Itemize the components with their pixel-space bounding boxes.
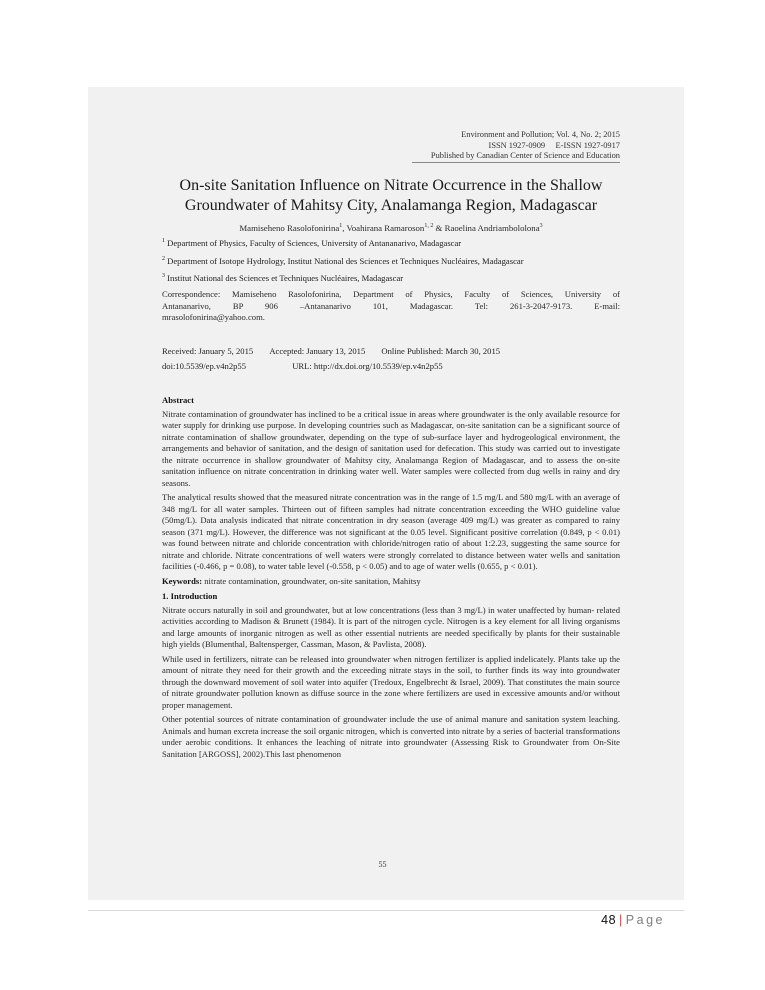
received-date: Received: January 5, 2015 <box>162 346 254 356</box>
intro-paragraph-2: While used in fertilizers, nitrate can be released into groundwater when nitrogen fertilizer is applied indelicately. Plants take up the amount of nitrate they need for their growth and the exceeding nitrate stays in the soil, to further finds its way into groundwater through the downward movement of soil water into aquifer (Tredoux, Engelbrecht & Israel, 2009). That constitutes the main source of nitrate groundwater pollution known as diffuse source in the zone where fertilizers are used in excessive amounts and/or without proper management. <box>162 653 620 710</box>
header-rule <box>412 162 620 163</box>
correspondence-email: mrasolofonirina@yahoo.com. <box>162 312 265 322</box>
affiliation-2 <box>162 256 524 266</box>
author-1: Mamiseheno Rasolofonirina <box>239 223 340 233</box>
publisher-line: Published by Canadian Center of Science and Education <box>430 151 620 160</box>
affiliation-3 <box>162 273 403 283</box>
footer-page-word: Page <box>625 913 665 927</box>
abstract-paragraph-2: The analytical results showed that the measured nitrate concentration was in the range of 1.5 mg/L and 580 mg/L with an average of 348 mg/L for all water samples. Thirteen out of fifteen samples had nitrate concentration exceeding the WHO guideline value (50mg/L). Data analysis indicated that nitrate concentration in dry season (average 409 mg/L) was greater as compared to rainy season (371 mg/L). However, the difference was not significant at the 0.05 level. Significant positive correlation (0.849, p < 0.01) was found between nitrate and chloride concentration with chloride/nitrogen ratio of about 1:2.23, suggesting the same source for nitrate and chloride. Nitrate concentrations of well waters were strongly correlated to distance between water wells and sanitation facilities (-0.466, p = 0.08), to water table level (-0.558, p < 0.05) and to age of water wells (0.655, p < 0.01). <box>162 492 620 571</box>
affiliation-text: Department of Isotope Hydrology, Institut National des Sciences et Techniques Nucléaires, Madagascar <box>167 256 524 266</box>
abstract-heading: Abstract <box>162 395 194 405</box>
journal-line: Environment and Pollution; Vol. 4, No. 2; 2015 <box>461 130 620 139</box>
affiliation-text: Department of Physics, Faculty of Sciences, University of Antananarivo, Madagascar <box>167 238 462 248</box>
keywords-text: nitrate contamination, groundwater, on-site sanitation, Mahitsy <box>202 575 421 586</box>
title-line-1: On-site Sanitation Influence on Nitrate Occurrence in the Shallow <box>179 177 603 194</box>
keywords <box>162 576 620 588</box>
introduction-heading: 1. Introduction <box>162 591 218 601</box>
affiliation-text: Institut National des Sciences et Techniques Nucléaires, Madagascar <box>167 273 404 283</box>
affiliation-sup: 1 <box>162 238 165 245</box>
issn-line: ISSN 1927-0909 E-ISSN 1927-0917 <box>488 140 620 150</box>
journal-header <box>431 130 620 162</box>
author-3-sup: 3 <box>539 223 543 230</box>
journal-page-number: 55 <box>378 860 387 869</box>
correspondence-line-2: Antananarivo, BP 906 –Antananarivo 101, Madagascar. Tel: 261-3-2047-9173. E-mail: <box>162 300 620 311</box>
publication-dates <box>162 346 500 371</box>
author-sep: , <box>342 223 347 233</box>
affiliation-sup: 2 <box>162 256 165 263</box>
footer-separator: | <box>619 913 623 927</box>
title-line-2: Groundwater of Mahitsy City, Analamanga Region, Madagascar <box>184 197 598 214</box>
intro-paragraph-1: Nitrate occurs naturally in soil and groundwater, but at low concentrations (less than 3 mg/L) in water unaffected by human- related activities according to Madison & Brunett (1984). It is part of the nitrogen cycle. Nitrogen is a key element for all living organisms and large amounts of inorganic nitrogen as well as other essential nutrients are needed specifically by plants for their sustainable high yields (Blumenthal, Baltensperger, Cassman, Mason, & Pavlista, 2008). <box>162 604 620 649</box>
footer-divider <box>88 910 684 911</box>
doi: doi:10.5539/ep.v4n2p55 <box>162 361 247 371</box>
abstract-paragraph-1: Nitrate contamination of groundwater has inclined to be a critical issue in areas where groundwater is the only available resource for water supply for drinking use purpose. In developing countries such as Madagascar, on-site sanitation can be a significant source of nitrate contamination of shallow groundwater, depending on the type of sub-surface layer and hydrogeological environment, the arrangements and behavior of sanitation, and the design of sanitation used for defecation. This study was carried out to investigate the nitrate occurrence in shallow groundwater of Mahitsy city, Analamanga Region of Madagascar, and to assess the on-site sanitation influence on nitrate concentration in drinking water well. Water samples were collected from dug wells in rainy and dry seasons. <box>162 408 620 488</box>
affiliation-sup: 3 <box>162 273 165 280</box>
author-list <box>162 223 620 233</box>
published-date: Online Published: March 30, 2015 <box>381 346 501 356</box>
correspondence-line-1: Correspondence: Mamiseheno Rasolofonirina, Department of Physics, Faculty of Sciences, University of <box>162 289 620 299</box>
author-sep: & <box>433 223 445 233</box>
author-2-sup: 1, 2 <box>424 223 434 230</box>
affiliation-1 <box>162 238 461 248</box>
keywords-label: Keywords: <box>162 575 203 586</box>
correspondence <box>162 289 620 324</box>
intro-paragraph-3: Other potential sources of nitrate contamination of groundwater include the use of animal manure and sanitation system leaching. Animals and human excreta increase the soil organic nitrogen, which is converted into nitrate by a series of bacterial transformations under aerobic conditions. It enhances the leaching of nitrate into groundwater (Assessing Risk to Groundwater from On-Site Sanitation [ARGOSS], 2002).This last phenomenon <box>162 714 620 759</box>
page-footer <box>601 913 665 927</box>
author-3: Raoelina Andriambololona <box>444 223 540 233</box>
accepted-date: Accepted: January 13, 2015 <box>269 346 366 356</box>
doi-url: URL: http://dx.doi.org/10.5539/ep.v4n2p55 <box>292 361 443 371</box>
footer-page-number: 48 <box>601 913 617 927</box>
main-text <box>162 395 620 760</box>
paper-title <box>162 176 620 216</box>
author-2: Voahirana Ramaroson <box>346 223 425 233</box>
author-1-sup: 1 <box>339 223 343 230</box>
